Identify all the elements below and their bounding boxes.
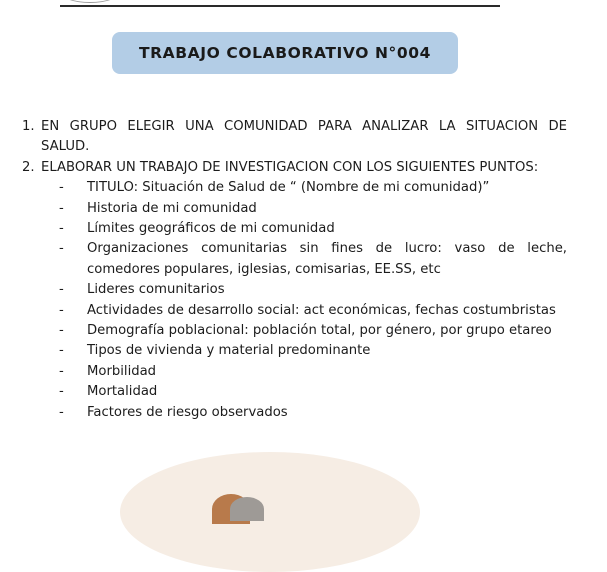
dash-bullet: - bbox=[59, 302, 64, 318]
list-item-text: Actividades de desarrollo social: act económicas, fechas costumbristas bbox=[87, 302, 556, 318]
top-divider bbox=[60, 5, 500, 7]
dash-bullet: - bbox=[59, 241, 64, 257]
list-item-text: Historia de mi comunidad bbox=[87, 200, 257, 216]
decorative-arc bbox=[60, 0, 120, 3]
list-item bbox=[59, 382, 567, 402]
list-item-text: Tipos de vivienda y material predominante bbox=[87, 343, 371, 359]
list-item bbox=[59, 239, 567, 280]
list-item bbox=[59, 362, 567, 382]
list-item-text: Mortalidad bbox=[87, 384, 158, 400]
list-item-text: Lideres comunitarios bbox=[87, 282, 225, 298]
dash-bullet: - bbox=[59, 221, 64, 237]
dash-bullet: - bbox=[59, 200, 64, 216]
page-title: TRABAJO COLABORATIVO N°004 bbox=[138, 44, 432, 62]
list-item-text: Demografía poblacional: población total, por género, por grupo etareo bbox=[87, 323, 552, 339]
list-item bbox=[59, 301, 567, 321]
item-text: ELABORAR UN TRABAJO DE INVESTIGACION CON LOS SIGUIENTES PUNTOS: bbox=[41, 159, 539, 175]
list-item bbox=[59, 280, 567, 300]
list-item-text: Morbilidad bbox=[87, 363, 157, 379]
research-points-list bbox=[22, 178, 567, 423]
decorative-blob bbox=[120, 452, 420, 572]
dash-bullet: - bbox=[59, 323, 64, 339]
item-number: 2. bbox=[22, 159, 35, 175]
dash-bullet: - bbox=[59, 282, 64, 298]
list-item bbox=[59, 219, 567, 239]
dash-bullet: - bbox=[59, 404, 64, 420]
list-item-text: TITULO: Situación de Salud de “ (Nombre de mi comunidad)” bbox=[87, 180, 490, 196]
list-item bbox=[59, 341, 567, 361]
item-number: 1. bbox=[22, 119, 35, 134]
list-item-text: Límites geográficos de mi comunidad bbox=[87, 221, 335, 237]
list-item bbox=[59, 199, 567, 219]
numbered-item-1 bbox=[22, 117, 567, 158]
list-item-text: Organizaciones comunitarias sin fines de lucro: vaso de leche, comedores populares, iglesias, comisarias, EE.SS, etc bbox=[87, 241, 567, 277]
dash-bullet: - bbox=[59, 180, 64, 196]
instructions-list bbox=[22, 117, 567, 423]
list-item bbox=[59, 178, 567, 198]
decorative-gray-shape bbox=[230, 497, 264, 521]
list-item bbox=[59, 403, 567, 423]
dash-bullet: - bbox=[59, 343, 64, 359]
title-banner bbox=[112, 32, 458, 74]
numbered-item-2 bbox=[22, 158, 567, 178]
item-text: EN GRUPO ELEGIR UNA COMUNIDAD PARA ANALIZAR LA SITUACION DE SALUD. bbox=[41, 119, 567, 155]
list-item-text: Factores de riesgo observados bbox=[87, 404, 288, 420]
dash-bullet: - bbox=[59, 384, 64, 400]
dash-bullet: - bbox=[59, 363, 64, 379]
list-item bbox=[59, 321, 567, 341]
